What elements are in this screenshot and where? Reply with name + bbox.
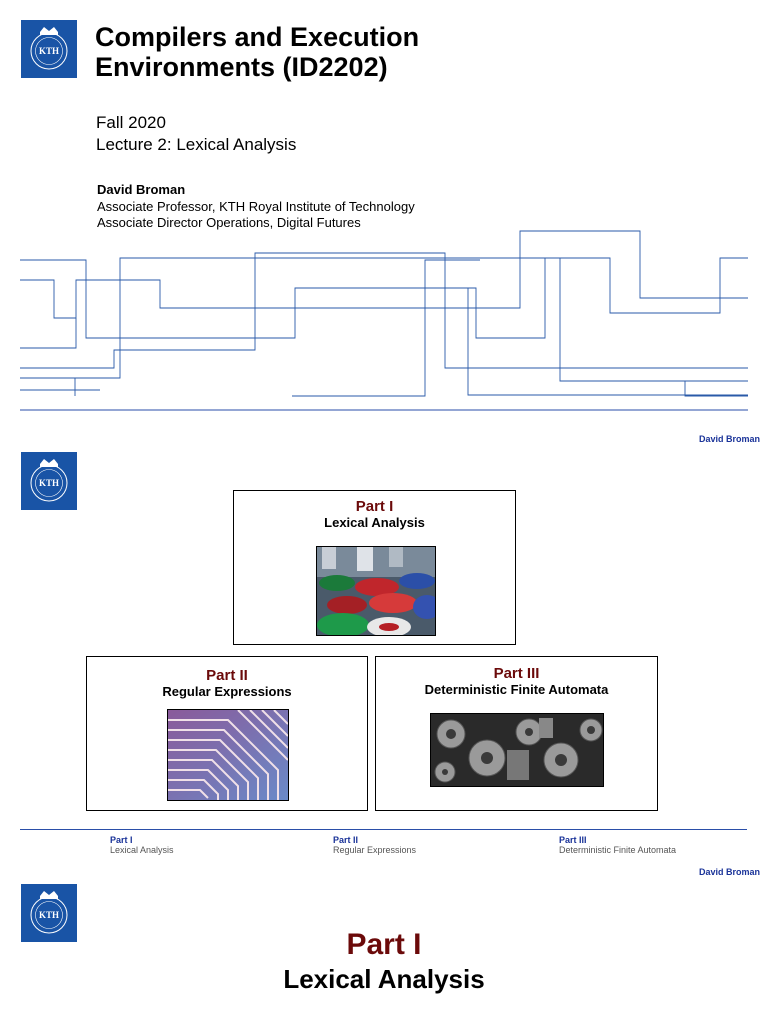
part3-box[interactable] — [375, 656, 658, 811]
author-tag: David Broman — [698, 867, 760, 877]
svg-text:KTH: KTH — [38, 910, 60, 920]
footer-part2[interactable] — [333, 835, 416, 855]
part-title-heading: Lexical Analysis — [283, 964, 485, 994]
affiliation-1: Associate Professor, KTH Royal Institute of Technology — [97, 199, 415, 214]
affiliation-2: Associate Director Operations, Digital Futures — [97, 215, 361, 230]
part1-number: Part I — [355, 498, 394, 515]
part2-title: Regular Expressions — [162, 684, 292, 699]
svg-text:KTH: KTH — [38, 478, 60, 488]
title-line-2: Environments (ID2202) — [95, 52, 388, 82]
title-slide — [0, 0, 768, 445]
term: Fall 2020 — [96, 113, 166, 132]
part-intro-slide — [0, 880, 768, 1024]
footer-part1[interactable] — [110, 835, 174, 855]
footer-part2-label: Regular Expressions — [333, 845, 417, 855]
part1-box[interactable] — [233, 490, 516, 645]
svg-text:KTH: KTH — [38, 46, 60, 56]
kth-logo — [21, 452, 77, 510]
footer-part3-label: Deterministic Finite Automata — [559, 845, 677, 855]
poker-chips-image — [316, 546, 436, 636]
part3-number: Part III — [493, 665, 540, 682]
lecture-title: Lecture 2: Lexical Analysis — [96, 135, 297, 154]
part-number-heading: Part I — [346, 928, 422, 961]
footer-part1-label: Lexical Analysis — [110, 845, 174, 855]
title-line-1: Compilers and Execution — [95, 22, 420, 52]
slide-title — [95, 22, 419, 82]
footer-part1-number: Part I — [110, 835, 133, 845]
footer-divider — [20, 829, 747, 830]
part2-number: Part II — [206, 667, 248, 684]
part1-title: Lexical Analysis — [324, 515, 425, 530]
author-tag: David Broman — [698, 434, 760, 444]
part2-box[interactable] — [86, 656, 368, 811]
footer-part3[interactable] — [559, 835, 676, 855]
spiral-pattern-image — [167, 709, 289, 801]
circuit-lines-graphic — [20, 228, 748, 414]
gears-image — [430, 713, 604, 787]
footer-part3-number: Part III — [559, 835, 587, 845]
overview-slide — [0, 445, 768, 880]
part3-title: Deterministic Finite Automata — [424, 682, 609, 697]
kth-logo — [21, 20, 77, 78]
footer-part2-number: Part II — [333, 835, 359, 845]
author-name: David Broman — [97, 182, 186, 197]
